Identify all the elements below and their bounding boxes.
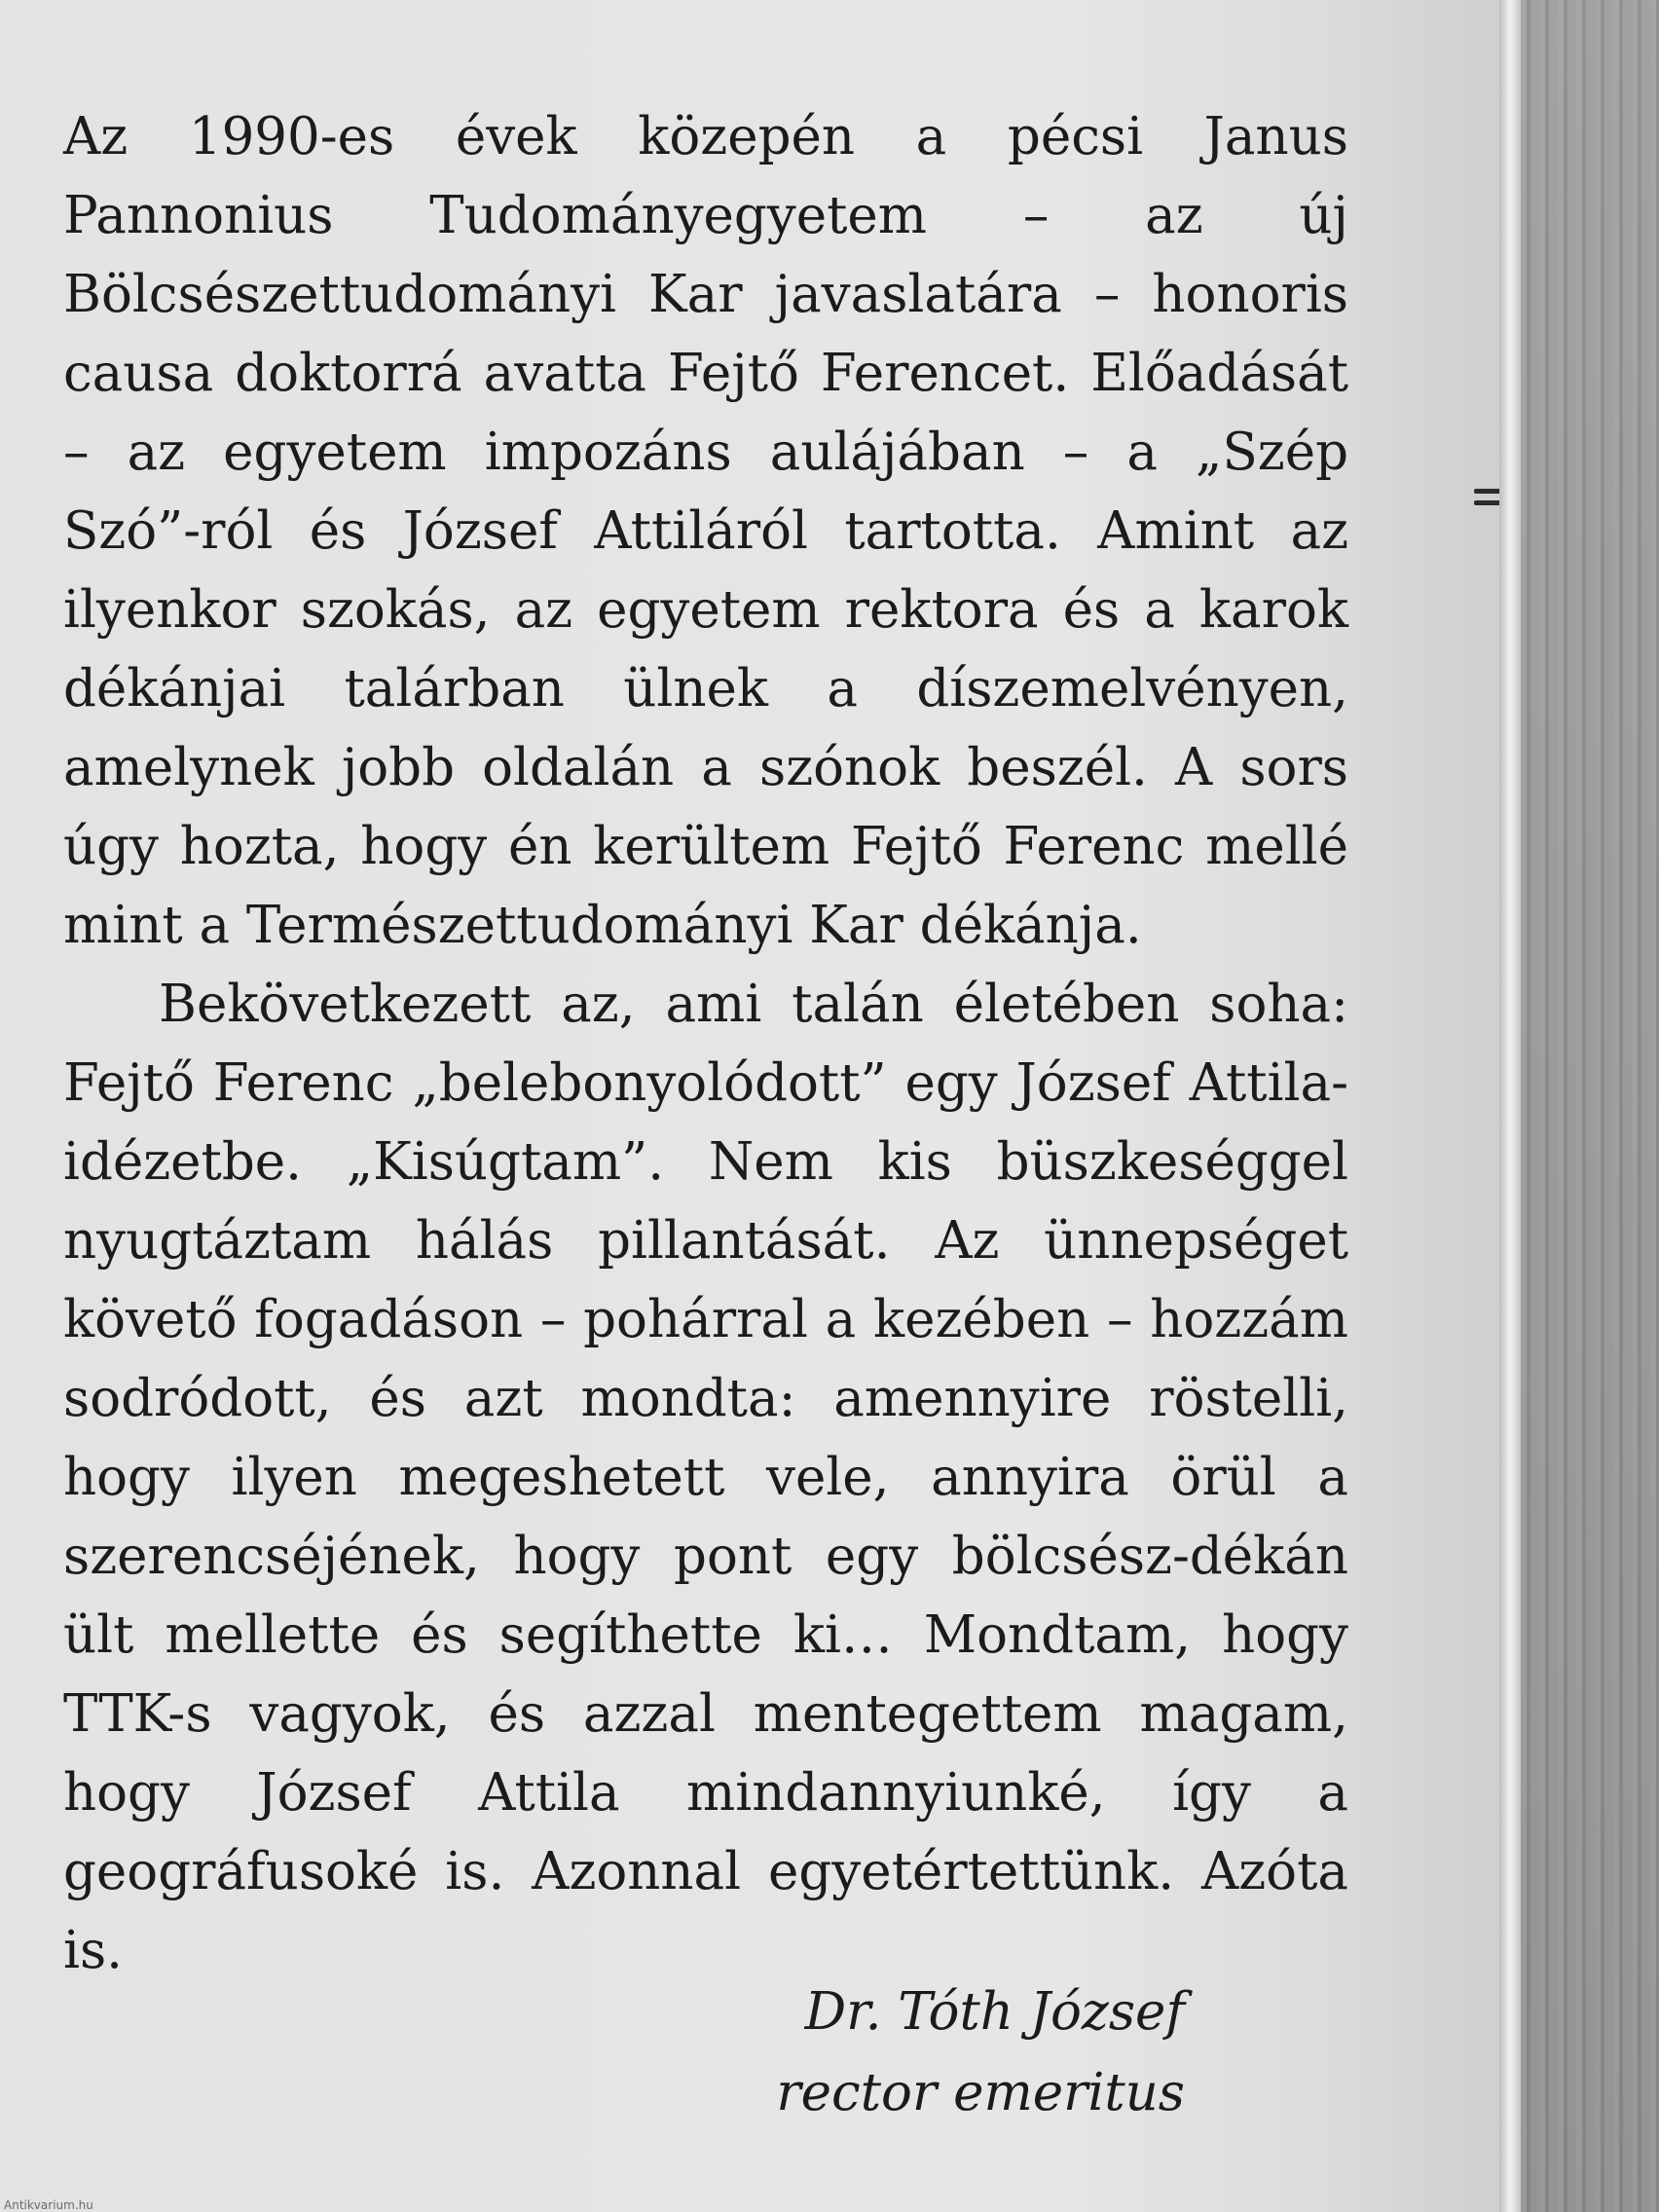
edge-mark-line-1 [1474,489,1501,494]
watermark: Antikvarium.hu [4,2198,93,2212]
main-text [63,97,1348,1990]
signature-name: Dr. Tóth József [804,1982,1185,2042]
page-edge-mark [1474,489,1501,514]
edge-mark-line-2 [1474,500,1501,505]
paragraph-2: Bekövetkezett az, ami talán életében soha: Fejtő Ferenc „belebonyolódott” egy József Attila-idézetbe. „Kisúgtam”. Nem kis büszkeséggel nyugtáztam hálás pillantását. Az ünnepséget követő fogadáson – pohárral a kezében – hozzám sodródott, és azt mondta: amennyire röstelli, hogy ilyen megeshetett vele, annyira örül a szerencséjének, hogy pont egy bölcsész-dékán ült mellette és segíthette ki… Mondtam, hogy TTK-s vagyok, és azzal mentegettem magam, hogy József Attila mindannyiunké, így a geográfusoké is. Azonnal egyetértettünk. Azóta is. [63,975,1348,1980]
paragraph-1: Az 1990-es évek közepén a pécsi Janus Pannonius Tudományegyetem – az új Bölcsészettudományi Kar javaslatára – honoris causa doktorrá avatta Fejtő Ferencet. Előadását – az egyetem impozáns aulájában – a „Szép Szó”-ról és József Attiláról tartotta. Amint az ilyenkor szokás, az egyetem rektora és a karok dékánjai talárban ülnek a díszemelvényen, amelynek jobb oldalán a szónok beszél. A sors úgy hozta, hogy én kerültem Fejtő Ferenc mellé mint a Természettudományi Kar dékánja. [63,107,1348,955]
book-binding [1499,0,1521,2212]
table-surface [1521,0,1659,2212]
signature-block [776,1972,1185,2133]
signature-title: rector emeritus [776,2063,1185,2122]
